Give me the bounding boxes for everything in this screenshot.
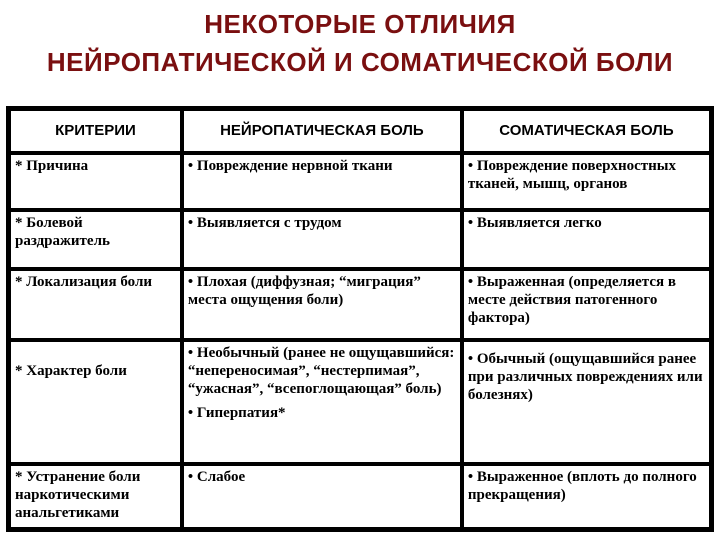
table-row xyxy=(9,269,711,340)
neuropathic-cell: • Повреждение нервной ткани xyxy=(182,153,462,210)
table-header-row xyxy=(9,109,711,153)
somatic-cell: • Выявляется легко xyxy=(462,210,711,269)
somatic-text: • Обычный (ощущавшийся ранее при различных повреждениях или болезнях) xyxy=(467,350,703,403)
somatic-cell: • Повреждение поверхностных тканей, мышц, органов xyxy=(462,153,711,210)
criterion-text: * Характер боли xyxy=(15,362,127,379)
criterion-cell: * Болевой раздражитель xyxy=(9,210,182,269)
header-neuropathic: НЕЙРОПАТИЧЕСКАЯ БОЛЬ xyxy=(182,109,462,153)
criterion-cell: * Причина xyxy=(9,153,182,210)
title-line-2: НЕЙРОПАТИЧЕСКОЙ И СОМАТИЧЕСКОЙ БОЛИ xyxy=(46,47,674,77)
header-somatic: СОМАТИЧЕСКАЯ БОЛЬ xyxy=(462,109,711,153)
title-line-1: НЕКОТОРЫЕ ОТЛИЧИЯ xyxy=(204,9,516,39)
neuropathic-cell: • Слабое xyxy=(182,464,462,529)
neuropathic-cell: • Плохая (диффузная; “миграция” места ощущения боли) xyxy=(182,269,462,340)
criterion-cell: * Устранение боли наркотическими анальгетиками xyxy=(9,464,182,529)
somatic-cell xyxy=(462,340,711,464)
comparison-table xyxy=(9,109,711,529)
criterion-cell xyxy=(9,340,182,464)
table-row xyxy=(9,464,711,529)
neuropathic-text: • Необычный (ранее не ощущавшийся: “непереносимая”, “нестерпимая”, “ужасная”, “всепоглощающая” боль) xyxy=(187,344,455,397)
header-criteria: КРИТЕРИИ xyxy=(9,109,182,153)
criterion-cell: * Локализация боли xyxy=(9,269,182,340)
table-row xyxy=(9,340,711,464)
somatic-cell: • Выраженное (вплоть до полного прекращения) xyxy=(462,464,711,529)
neuropathic-extra-text: • Гиперпатия* xyxy=(187,404,286,421)
table-row xyxy=(9,210,711,269)
table-row xyxy=(9,153,711,210)
neuropathic-cell xyxy=(182,340,462,464)
somatic-cell: • Выраженная (определяется в месте действия патогенного фактора) xyxy=(462,269,711,340)
neuropathic-cell: • Выявляется с трудом xyxy=(182,210,462,269)
